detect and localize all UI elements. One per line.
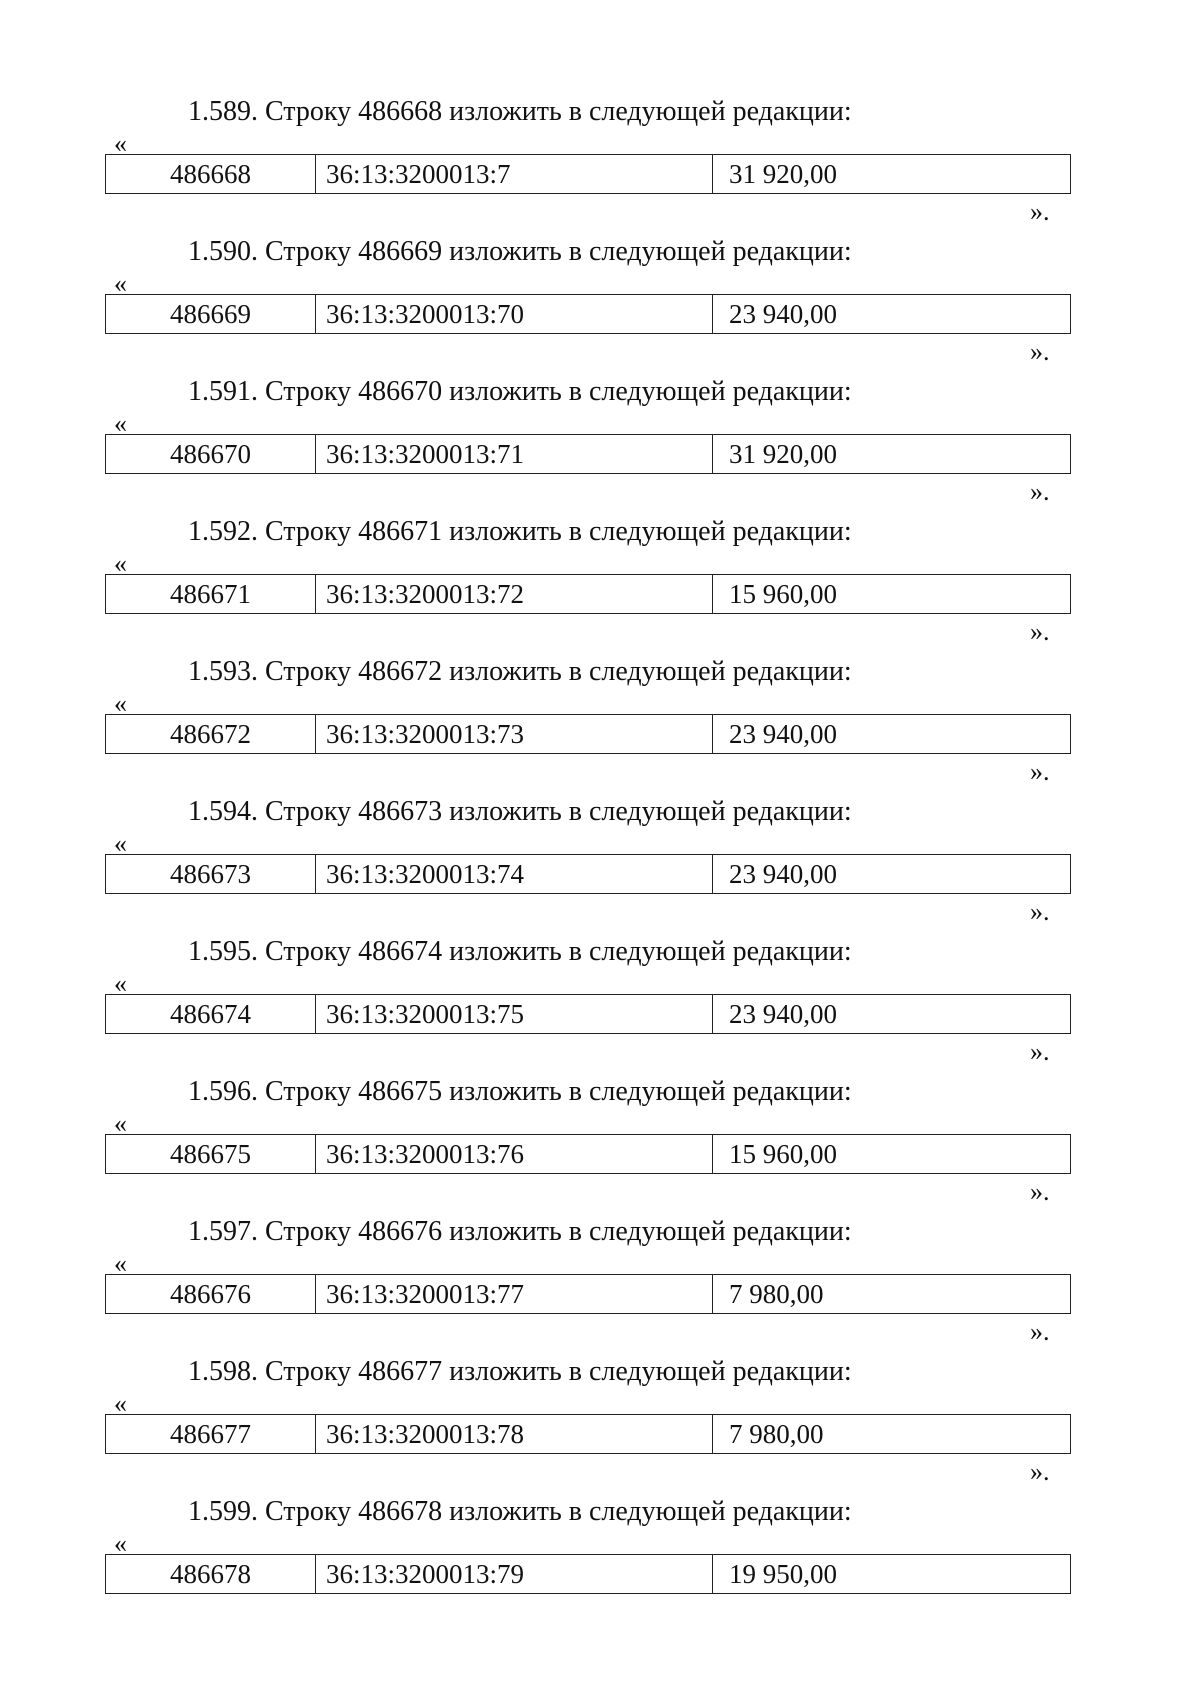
amendment-row-table (105, 574, 1071, 614)
opening-quote: « (114, 1109, 127, 1138)
amendment-row-table (105, 1134, 1071, 1174)
amendment-heading: 1.596. Строку 486675 изложить в следующей редакции: (188, 1076, 852, 1107)
amendment-row-table (105, 1554, 1071, 1594)
cadastral-number-cell: 36:13:3200013:78 (316, 1415, 713, 1454)
closing-quote: ». (1030, 1317, 1050, 1346)
cadastral-number-cell: 36:13:3200013:70 (316, 295, 713, 334)
closing-quote: ». (1030, 1457, 1050, 1486)
amendment-heading: 1.589. Строку 486668 изложить в следующей редакции: (188, 96, 852, 127)
cadastral-number-cell: 36:13:3200013:74 (316, 855, 713, 894)
table-row (106, 1555, 1071, 1594)
closing-quote: ». (1030, 617, 1050, 646)
amendment-heading: 1.597. Строку 486676 изложить в следующей редакции: (188, 1216, 852, 1247)
table-row (106, 435, 1071, 474)
value-cell: 7 980,00 (713, 1415, 1071, 1454)
amendment-heading: 1.592. Строку 486671 изложить в следующей редакции: (188, 516, 852, 547)
amendment-row-table (105, 294, 1071, 334)
amendment-row-table (105, 854, 1071, 894)
closing-quote: ». (1030, 1037, 1050, 1066)
cadastral-number-cell: 36:13:3200013:79 (316, 1555, 713, 1594)
amendment-row-table (105, 714, 1071, 754)
row-number-cell: 486672 (106, 715, 316, 754)
value-cell: 7 980,00 (713, 1275, 1071, 1314)
value-cell: 23 940,00 (713, 995, 1071, 1034)
cadastral-number-cell: 36:13:3200013:71 (316, 435, 713, 474)
closing-quote: ». (1030, 897, 1050, 926)
amendment-heading: 1.594. Строку 486673 изложить в следующей редакции: (188, 796, 852, 827)
value-cell: 23 940,00 (713, 855, 1071, 894)
amendment-heading: 1.599. Строку 486678 изложить в следующей редакции: (188, 1496, 852, 1527)
table-row (106, 855, 1071, 894)
table-row (106, 575, 1071, 614)
table-row (106, 715, 1071, 754)
amendment-row-table (105, 154, 1071, 194)
row-number-cell: 486671 (106, 575, 316, 614)
amendment-heading: 1.593. Строку 486672 изложить в следующей редакции: (188, 656, 852, 687)
value-cell: 15 960,00 (713, 1135, 1071, 1174)
opening-quote: « (114, 409, 127, 438)
value-cell: 23 940,00 (713, 295, 1071, 334)
row-number-cell: 486677 (106, 1415, 316, 1454)
value-cell: 19 950,00 (713, 1555, 1071, 1594)
row-number-cell: 486678 (106, 1555, 316, 1594)
cadastral-number-cell: 36:13:3200013:76 (316, 1135, 713, 1174)
closing-quote: ». (1030, 197, 1050, 226)
table-row (106, 295, 1071, 334)
table-row (106, 1415, 1071, 1454)
closing-quote: ». (1030, 757, 1050, 786)
cadastral-number-cell: 36:13:3200013:7 (316, 155, 713, 194)
opening-quote: « (114, 269, 127, 298)
amendment-row-table (105, 1414, 1071, 1454)
opening-quote: « (114, 689, 127, 718)
closing-quote: ». (1030, 337, 1050, 366)
table-row (106, 155, 1071, 194)
opening-quote: « (114, 549, 127, 578)
opening-quote: « (114, 1529, 127, 1558)
row-number-cell: 486675 (106, 1135, 316, 1174)
value-cell: 31 920,00 (713, 155, 1071, 194)
amendment-row-table (105, 434, 1071, 474)
amendment-row-table (105, 994, 1071, 1034)
value-cell: 31 920,00 (713, 435, 1071, 474)
cadastral-number-cell: 36:13:3200013:73 (316, 715, 713, 754)
value-cell: 15 960,00 (713, 575, 1071, 614)
amendment-heading: 1.598. Строку 486677 изложить в следующей редакции: (188, 1356, 852, 1387)
value-cell: 23 940,00 (713, 715, 1071, 754)
amendment-heading: 1.590. Строку 486669 изложить в следующей редакции: (188, 236, 852, 267)
closing-quote: ». (1030, 477, 1050, 506)
amendment-heading: 1.595. Строку 486674 изложить в следующей редакции: (188, 936, 852, 967)
opening-quote: « (114, 969, 127, 998)
amendment-row-table (105, 1274, 1071, 1314)
cadastral-number-cell: 36:13:3200013:72 (316, 575, 713, 614)
row-number-cell: 486669 (106, 295, 316, 334)
table-row (106, 1135, 1071, 1174)
amendment-heading: 1.591. Строку 486670 изложить в следующей редакции: (188, 376, 852, 407)
opening-quote: « (114, 129, 127, 158)
table-row (106, 995, 1071, 1034)
closing-quote: ». (1030, 1177, 1050, 1206)
opening-quote: « (114, 1389, 127, 1418)
row-number-cell: 486668 (106, 155, 316, 194)
opening-quote: « (114, 1249, 127, 1278)
row-number-cell: 486673 (106, 855, 316, 894)
cadastral-number-cell: 36:13:3200013:75 (316, 995, 713, 1034)
row-number-cell: 486670 (106, 435, 316, 474)
table-row (106, 1275, 1071, 1314)
opening-quote: « (114, 829, 127, 858)
row-number-cell: 486676 (106, 1275, 316, 1314)
cadastral-number-cell: 36:13:3200013:77 (316, 1275, 713, 1314)
row-number-cell: 486674 (106, 995, 316, 1034)
